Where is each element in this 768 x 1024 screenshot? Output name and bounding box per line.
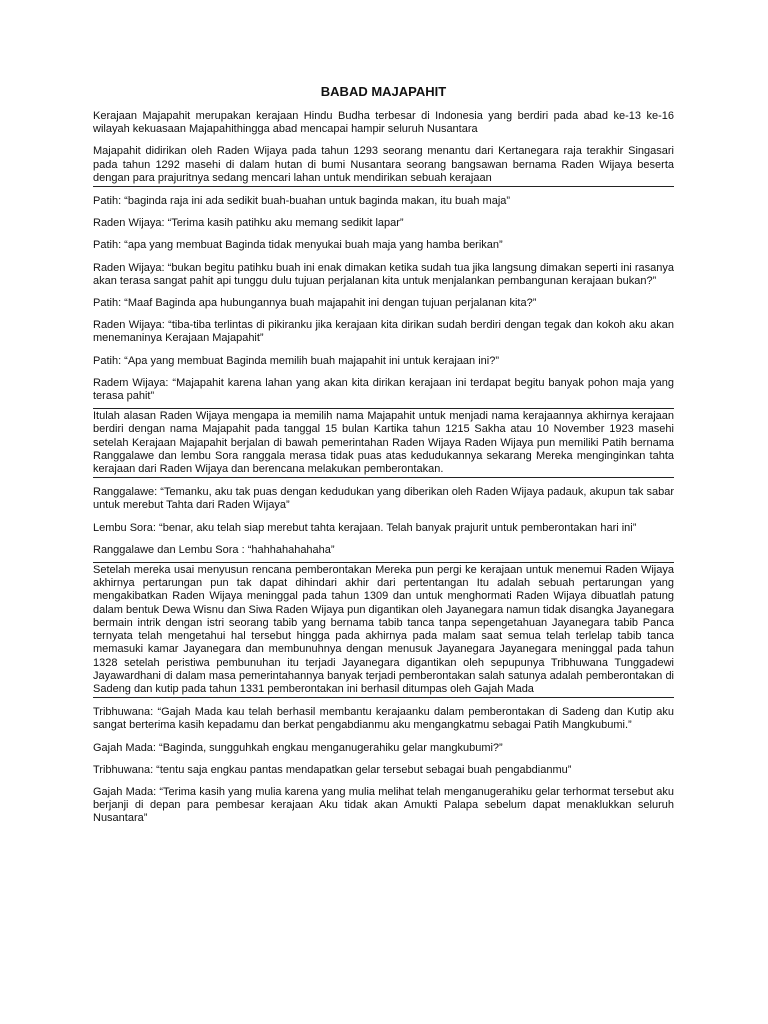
section-divider [93,562,674,563]
dialog-line: Tribhuwana: “Gajah Mada kau telah berhasil membantu kerajaanku dalam pemberontakan di Sadeng dan Kutip aku sangat berterima kasih kepadamu dan berkat pengabdianmu aku mengangkatmu sebagai Patih Mangkubumi.” [93,706,674,732]
section-divider [93,477,674,478]
dialog-line: Patih: “Apa yang membuat Baginda memilih buah majapahit ini untuk kerajaan ini?” [93,354,500,367]
dialog-line: Gajah Mada: “Terima kasih yang mulia karena yang mulia melihat telah menganugerahiku gelar terhormat tersebut aku berjanji di depan para pembesar kerajaan Aku tidak akan Amukti Palapa sebelum dapat menaklukkan seluruh Nusantara” [93,785,674,825]
narration-paragraph: Itulah alasan Raden Wijaya mengapa ia memilih nama Majapahit untuk menjadi nama kerajaannya akhirnya kerajaan berdiri dengan nama Majapahit pada tanggal 15 bulan Kartika tahun 1215 Sakha atau 10 November 1923 masehi setelah Kerajaan Majapahit berjalan di bawah pemerintahan Raden Wijaya Raden Wijaya pun memiliki Patih bernama Ranggalawe dan lembu Sora ranggala merasa tidak puas atas kedudukannya sekarang Mereka menginginkan tahta kerajaan dari Raden Wijaya dan berencana melakukan pemberontakan. [93,410,674,476]
dialog-line: Radem Wijaya: “Majapahit karena lahan yang akan kita dirikan kerajaan ini terdapat begitu banyak pohon maja yang terasa pahit” [93,376,674,403]
dialog-line: Ranggalawe: “Temanku, aku tak puas dengan kedudukan yang diberikan oleh Raden Wijaya padauk, akupun tak sabar untuk merebut Tahta dari Raden Wijaya” [93,486,674,512]
dialog-line: Raden Wijaya: “Terima kasih patihku aku memang sedikit lapar” [93,217,404,230]
document-page [93,84,674,835]
dialog-line: Patih: “apa yang membuat Baginda tidak menyukai buah maja yang hamba berikan” [93,239,503,252]
dialog-line: Gajah Mada: “Baginda, sungguhkah engkau menganugerahiku gelar mangkubumi?” [93,741,503,754]
dialog-line: Patih: “Maaf Baginda apa hubungannya buah majapahit ini dengan tujuan perjalanan kita?” [93,297,537,310]
dialog-line: Raden Wijaya: “bukan begitu patihku buah ini enak dimakan ketika sudah tua jika langsung dimakan seperti ini rasanya akan terasa sangat pahit api tunggu dulu tujuan perjalanan kita untuk menjalankan pembangunan kerajaan bukan?” [93,261,674,287]
dialog-line: Ranggalawe dan Lembu Sora : “hahhahahahaha” [93,543,335,556]
narration-paragraph: Setelah mereka usai menyusun rencana pemberontakan Mereka pun pergi ke kerajaan untuk menemui Raden Wijaya akhirnya pertarungan pun tak dapat dihindari akhir dari pertentangan Itu adalah sebuah pertarungan yang mengakibatkan Raden Wijaya meninggal pada tahun 1309 dan untuk menghormati Raden Wijaya dibuatlah patung dalam bentuk Dewa Wisnu dan Siwa Raden Wijaya pun digantikan oleh Jayanegara namun tidak disangka Jayanegara bermain intrik dengan istri seorang tabib yang bernama tabib tanca tanpa sepengetahuan Jayanegara tabib Panca ternyata telah mengetahui hal tersebut hingga pada akhirnya pada malam saat semua telah terlelap tabib tanca memasuki kamar Jayanegara dan membunuhnya dengan menusuk Jayanegara Jayanegara meninggal pada tahun 1328 setelah peristiwa pembunuhan itu terjadi Jayanegara digantikan oleh sepupunya Tribhuwana Tunggadewi Jayawardhani di dalam masa pemerintahannya banyak terjadi pemberontakan salah satunya adalah pemberontakan di Sadeng dan kutip pada tahun 1331 pemberontakan ini berhasil ditumpas oleh Gajah Mada [93,564,674,695]
section-divider [93,186,674,187]
dialog-line: Patih: “baginda raja ini ada sedikit buah-buahan untuk baginda makan, itu buah maja” [93,195,511,208]
section-divider [93,408,674,409]
dialog-line: Raden Wijaya: “tiba-tiba terlintas di pikiranku jika kerajaan kita dirikan sudah berdiri dengan tegak dan kokoh aku akan menemaninya Kerajaan Majapahit” [93,319,674,345]
dialog-line: Lembu Sora: “benar, aku telah siap merebut tahta kerajaan. Telah banyak prajurit untuk pemberontakan hari ini” [93,521,637,534]
dialog-line: Tribhuwana: “tentu saja engkau pantas mendapatkan gelar tersebut sebagai buah pengabdianmu” [93,763,572,776]
document-title: BABAD MAJAPAHIT [320,84,447,99]
section-divider [93,697,674,698]
paragraph-intro-2: Majapahit didirikan oleh Raden Wijaya pada tahun 1293 seorang menantu dari Kertanegara raja terakhir Singasari pada tahun 1292 masehi di dalam hutan di bumi Nusantara seorang bangsawan bernama Raden Wijaya beserta dengan para prajuritnya sedang mencari lahan untuk mendirikan sebuah kerajaan [93,145,674,184]
paragraph-intro-1: Kerajaan Majapahit merupakan kerajaan Hindu Budha terbesar di Indonesia yang berdiri pada abad ke-13 ke-16 wilayah kekuasaan Majapahithingga abad mencapai hampir seluruh Nusantara [93,110,674,136]
